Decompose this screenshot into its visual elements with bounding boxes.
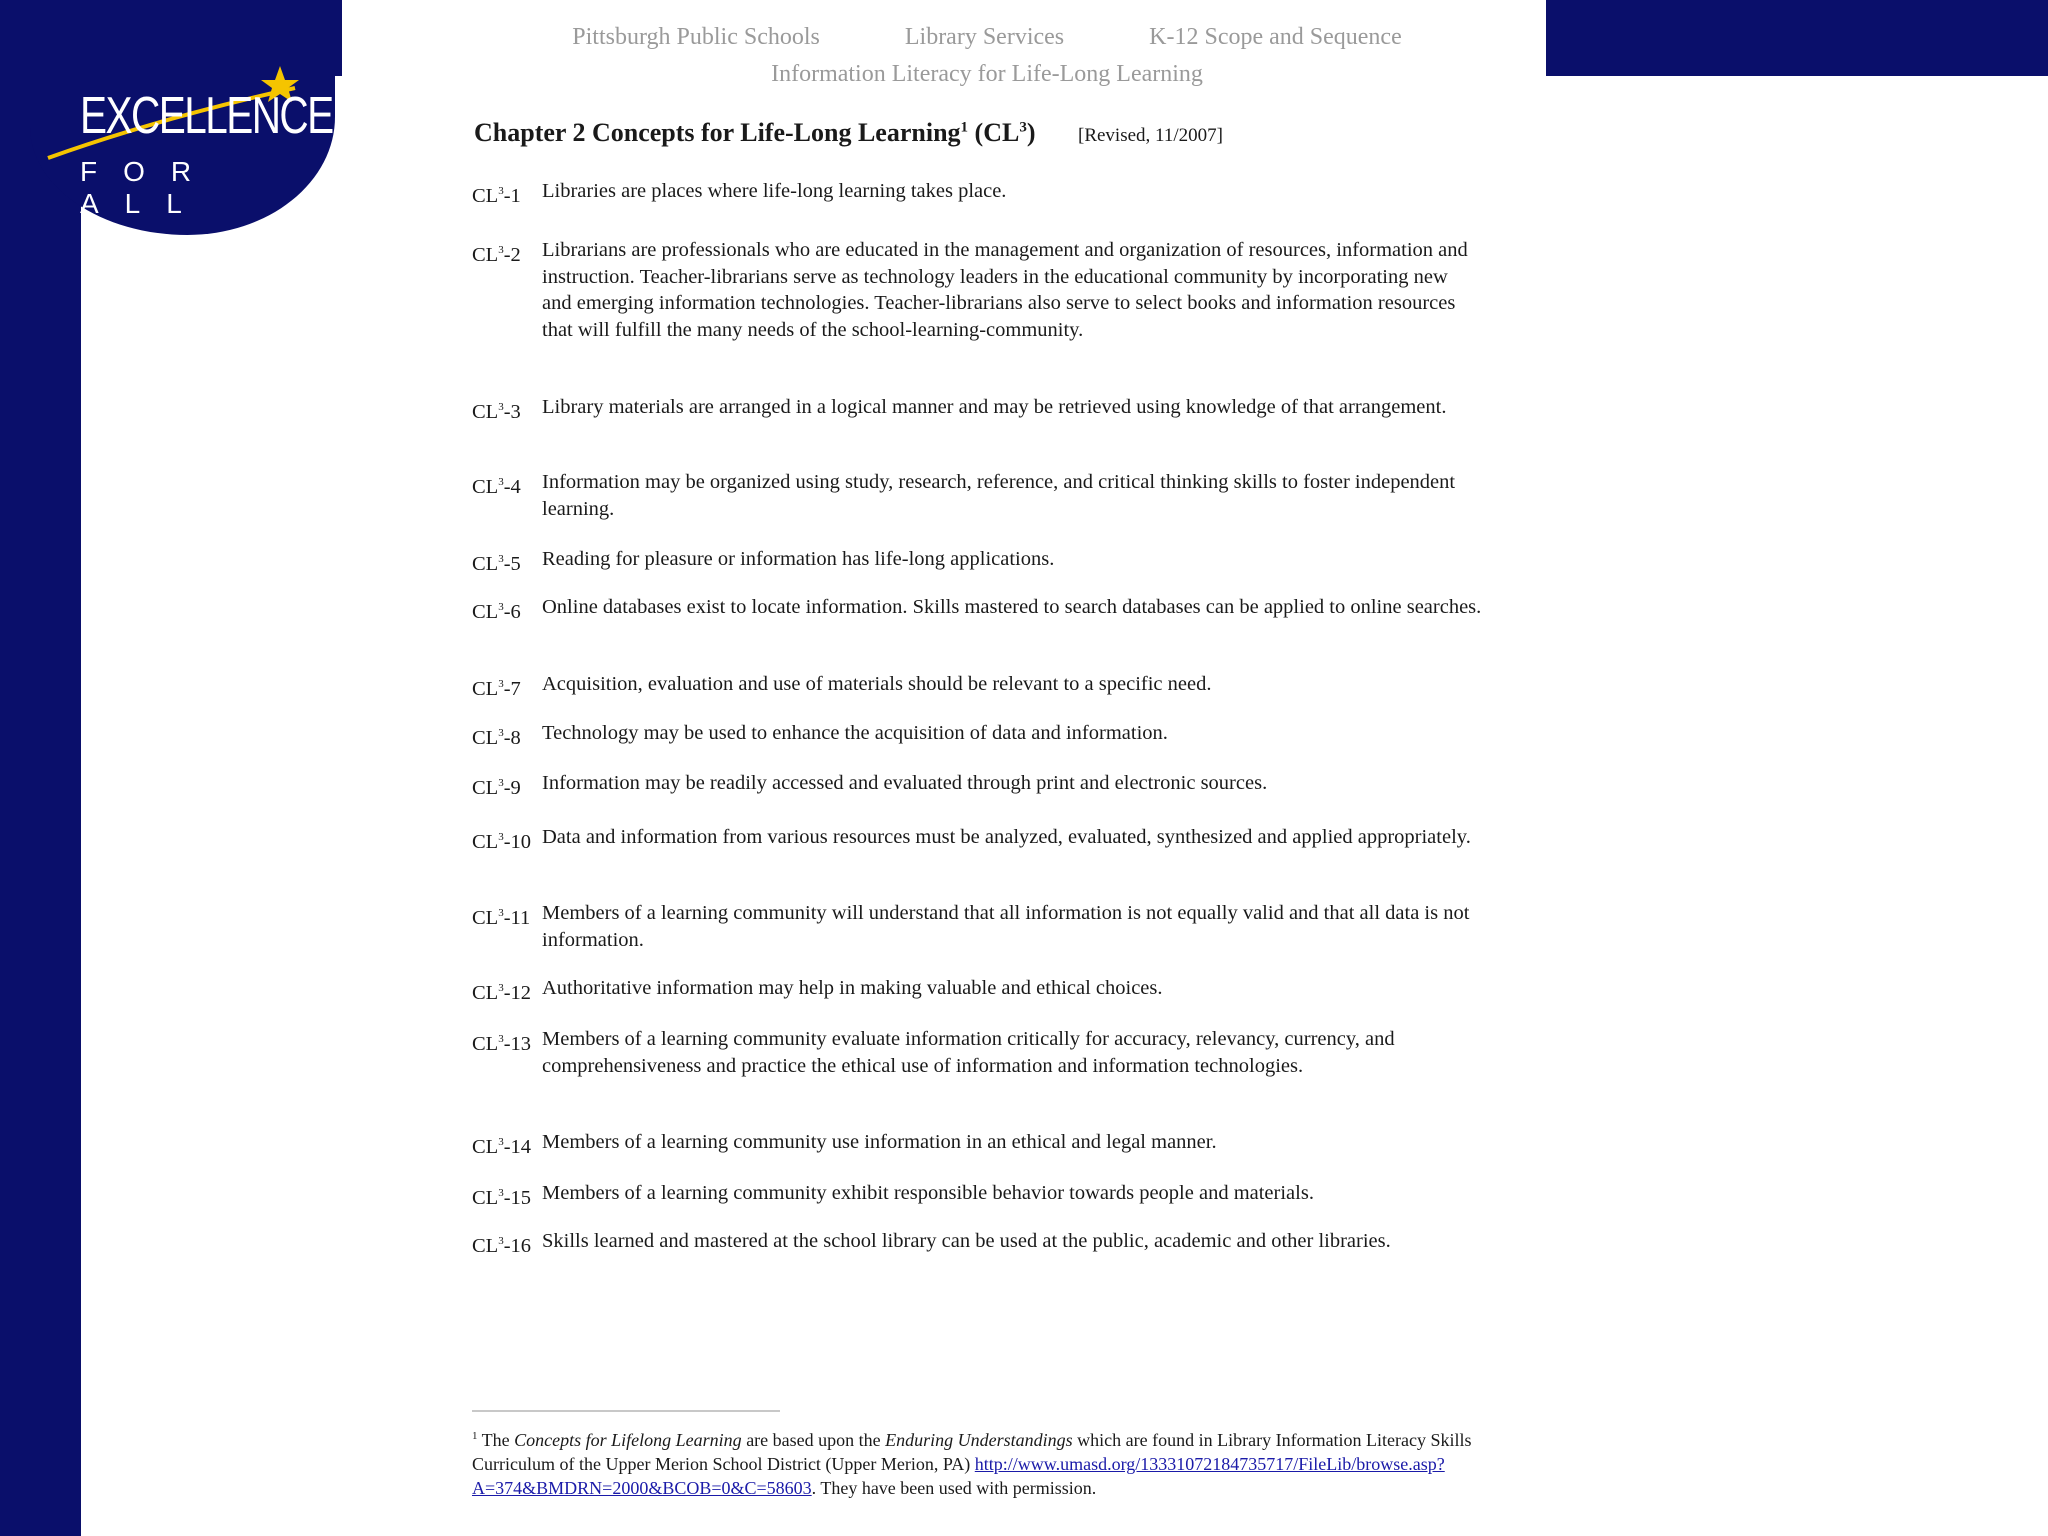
concept-item — [472, 824, 1482, 851]
logo-word: EXCELLENCE — [80, 87, 333, 145]
logo-subtitle: FOR ALL — [80, 156, 218, 219]
concept-item — [472, 975, 1482, 1002]
document-header — [472, 18, 1502, 56]
footnote-italic: Enduring Understandings — [885, 1430, 1073, 1450]
concept-code: $CL^3-1$ — [472, 184, 521, 207]
header-subtitle: Information Literacy for Life-Long Learning — [771, 61, 1203, 87]
concept-item — [472, 720, 1482, 747]
concept-code: $CL^3-14$ — [472, 1135, 532, 1158]
title-abbr-close: ) — [1026, 118, 1036, 147]
header-program: K-12 Scope and Sequence — [1149, 24, 1402, 50]
concept-item — [472, 469, 1482, 522]
revised-date: [Revised, 11/2007] — [1078, 125, 1223, 146]
concept-text: Libraries are places where life-long learning takes place. — [542, 180, 1007, 202]
concept-text: Data and information from various resources must be analyzed, evaluated, synthesized and applied appropriately. — [542, 826, 1471, 848]
header-district: Pittsburgh Public Schools — [572, 24, 820, 50]
concept-item — [472, 900, 1482, 953]
title-abbr-sup: 3 — [1019, 119, 1027, 136]
footnote-text: which are found in Library Information Literacy Skills Curriculum of the Upper Merion School District (Upper Merion, PA) — [472, 1430, 1472, 1474]
concept-code: $CL^3-3$ — [472, 400, 521, 423]
concept-text: Library materials are arranged in a logical manner and may be retrieved using knowledge of that arrangement. — [542, 396, 1447, 418]
concept-code: $CL^3-9$ — [472, 776, 521, 799]
concept-code: $CL^3-11$ — [472, 906, 531, 929]
concept-code: $CL^3-7$ — [472, 677, 521, 700]
footnote-divider — [472, 1410, 780, 1412]
concept-text: Members of a learning community will understand that all information is not equally valid and that all data is not information. — [542, 902, 1470, 951]
chapter-title — [474, 118, 1223, 148]
footnote-mark: 1 — [472, 1430, 478, 1442]
footnote-italic: Concepts for Lifelong Learning — [514, 1430, 742, 1450]
concept-code: $CL^3-16$ — [472, 1234, 532, 1257]
footnote — [472, 1424, 1492, 1500]
concept-item — [472, 546, 1482, 573]
concept-item — [472, 1180, 1482, 1207]
concept-text: Acquisition, evaluation and use of materials should be relevant to a specific need. — [542, 673, 1212, 695]
title-footnote-mark: 1 — [960, 119, 969, 136]
header-department: Library Services — [904, 24, 1065, 50]
left-brand-band — [0, 0, 81, 1536]
concept-text: Librarians are professionals who are educated in the management and organization of resources, information and instruction. Teacher-librarians serve as technology leaders in the educational community by incorporating new and emerging information technologies. Teacher-librarians also serve to select books and information resources that will fulfill the many needs of the school-learning-community. — [542, 239, 1468, 341]
concept-text: Information may be organized using study, research, reference, and critical thinking skills to foster independent learning. — [542, 471, 1456, 520]
concept-item — [472, 178, 1482, 205]
concept-item — [472, 671, 1482, 698]
concept-item — [472, 237, 1482, 343]
footnote-text: The — [477, 1430, 515, 1450]
concept-code: $CL^3-6$ — [472, 600, 521, 623]
concept-text: Members of a learning community evaluate information critically for accuracy, relevancy, currency, and comprehensiveness and practice the ethical use of information and information technologies. — [542, 1028, 1395, 1077]
title-text: Chapter 2 Concepts for Life-Long Learning — [474, 118, 961, 147]
concept-text: Technology may be used to enhance the acquisition of data and information. — [542, 722, 1168, 744]
concept-text: Information may be readily accessed and evaluated through print and electronic sources. — [542, 772, 1268, 794]
concept-code: $CL^3-13$ — [472, 1032, 532, 1055]
top-right-brand-band — [1546, 0, 2048, 76]
concept-item — [472, 770, 1482, 797]
concept-text: Members of a learning community use information in an ethical and legal manner. — [542, 1131, 1217, 1153]
concept-code: $CL^3-8$ — [472, 726, 521, 749]
concept-code: $CL^3-10$ — [472, 830, 532, 853]
footnote-text: are based upon the — [741, 1430, 886, 1450]
concept-text: Reading for pleasure or information has life-long applications. — [542, 548, 1055, 570]
concept-item — [472, 594, 1482, 621]
concept-text: Members of a learning community exhibit responsible behavior towards people and materials. — [542, 1182, 1314, 1204]
concept-text: Authoritative information may help in making valuable and ethical choices. — [542, 977, 1163, 999]
concept-item — [472, 1228, 1482, 1255]
concept-code: $CL^3-4$ — [472, 475, 521, 498]
footnote-text: . They have been used with permission. — [811, 1478, 1097, 1498]
concept-text: Skills learned and mastered at the school library can be used at the public, academic and other libraries. — [542, 1230, 1391, 1252]
concept-code: $CL^3-15$ — [472, 1186, 532, 1209]
concept-code: $CL^3-5$ — [472, 552, 521, 575]
concept-item — [472, 1129, 1482, 1156]
concept-item — [472, 1026, 1482, 1079]
concept-item — [472, 394, 1482, 421]
title-abbr-open: (CL — [968, 118, 1020, 147]
concept-text: Online databases exist to locate information. Skills mastered to search databases can be applied to online searches. — [542, 596, 1482, 618]
source-link[interactable]: http://www.umasd.org/13331072184735717/FileLib/browse.asp?A=374&BMDRN=2000&BCOB=0&C=58603 — [472, 1454, 1445, 1498]
concept-code: $CL^3-12$ — [472, 981, 532, 1004]
excellence-for-all-logo — [40, 58, 333, 219]
concept-code: $CL^3-2$ — [472, 243, 521, 266]
